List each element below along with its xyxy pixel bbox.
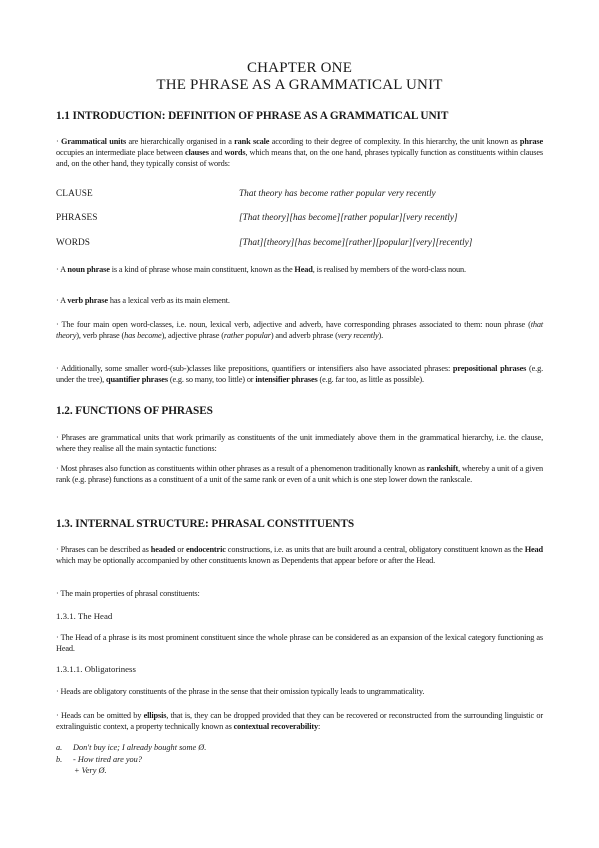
paragraph-ellipsis: · Heads can be omitted by ellipsis, that is, they can be dropped provided that they can be recovered or reconstructed from the surrounding linguistic or extralinguistic context, a property technically known as contextual recoverability: — [56, 711, 543, 731]
example-text: That theory has become rather popular very recently — [239, 189, 436, 199]
paragraph-open-word-classes: · The four main open word-classes, i.e. noun, lexical verb, adjective and adverb, have corresponding phrases associated to them: noun phrase (that theory), verb phrase (has become), adjective phrase (rather popular) and adverb phrase (very recently). — [56, 320, 543, 340]
paragraph-smaller-classes: · Additionally, some smaller word-(sub-)classes like prepositions, quantifiers or intensifiers also have associated phrases: prepositional phrases (e.g. under the tree), quantifier phrases (e.g. so many, too little) or intensifier phrases (e.g. far too, as little as possible). — [56, 364, 543, 384]
section-heading-1-2: 1.2. FUNCTIONS OF PHRASES — [56, 405, 213, 417]
example-row-clause — [56, 189, 546, 203]
example-a-text: Don't buy ice; I already bought some Ø. — [73, 743, 207, 752]
paragraph-heads-obligatory: · Heads are obligatory constituents of the phrase in the sense that their omission typically leads to ungrammaticality. — [56, 687, 425, 696]
example-b-reply: + Very Ø. — [74, 766, 107, 775]
chapter-number: CHAPTER ONE — [246, 60, 353, 76]
paragraph-head-prominence: · The Head of a phrase is its most prominent constituent since the whole phrase can be considered as an expansion of the lexical category functioning as Head. — [56, 633, 543, 653]
paragraph-verb-phrase: · A verb phrase has a lexical verb as its main element. — [56, 296, 230, 305]
paragraph-grammatical-units: · Grammatical units are hierarchically organised in a rank scale according to their degree of complexity. In this hierarchy, the unit known as phrase occupies an intermediate place between clauses and words, which means that, on the one hand, phrases typically function as constituents within clauses and, on the other hand, they typically consist of words: — [56, 137, 543, 168]
paragraph-headed-constructions: · Phrases can be described as headed or endocentric constructions, i.e. as units that are built around a central, obligatory constituent known as the Head which may be optionally accompanied by other constituents known as Dependents that appear before or after the Head. — [56, 545, 543, 565]
example-b-label: b. — [56, 755, 63, 764]
example-a-label: a. — [56, 743, 63, 752]
paragraph-rankshift: · Most phrases also function as constituents within other phrases as a result of a phenomenon traditionally known as rankshift, whereby a unit of a given rank (e.g. phrase) functions as a constituent of a unit of the same rank or even of a unit which is one step lower down the rankscale. — [56, 464, 543, 484]
section-heading-1-1: 1.1 INTRODUCTION: DEFINITION OF PHRASE AS A GRAMMATICAL UNIT — [56, 110, 449, 122]
example-row-words — [56, 238, 546, 252]
example-b-text-1: - How tired are you? — [73, 755, 142, 764]
example-label: CLAUSE — [56, 189, 93, 199]
example-b — [56, 755, 142, 766]
paragraph-phrase-functions: · Phrases are grammatical units that work primarily as constituents of the unit immediately above them in the grammatical hierarchy, i.e. the clause, where they realise all the main syntactic functions: — [56, 433, 543, 453]
paragraph-noun-phrase: · A noun phrase is a kind of phrase whose main constituent, known as the Head, is realised by members of the word-class noun. — [56, 265, 466, 274]
example-text: [That theory][has become][rather popular][very recently] — [239, 213, 458, 223]
subsection-heading-obligatoriness: 1.3.1.1. Obligatoriness — [56, 664, 136, 674]
example-label: WORDS — [56, 238, 91, 248]
example-text: [That][theory][has become][rather][popular][very][recently] — [239, 238, 473, 248]
example-row-phrases — [56, 213, 546, 227]
chapter-title: THE PHRASE AS A GRAMMATICAL UNIT — [156, 77, 443, 93]
example-a — [56, 743, 206, 754]
paragraph-main-properties: · The main properties of phrasal constituents: — [56, 589, 200, 598]
section-heading-1-3: 1.3. INTERNAL STRUCTURE: PHRASAL CONSTITUENTS — [56, 518, 355, 530]
example-label: PHRASES — [56, 213, 98, 223]
subsection-heading-the-head: 1.3.1. The Head — [56, 611, 113, 621]
